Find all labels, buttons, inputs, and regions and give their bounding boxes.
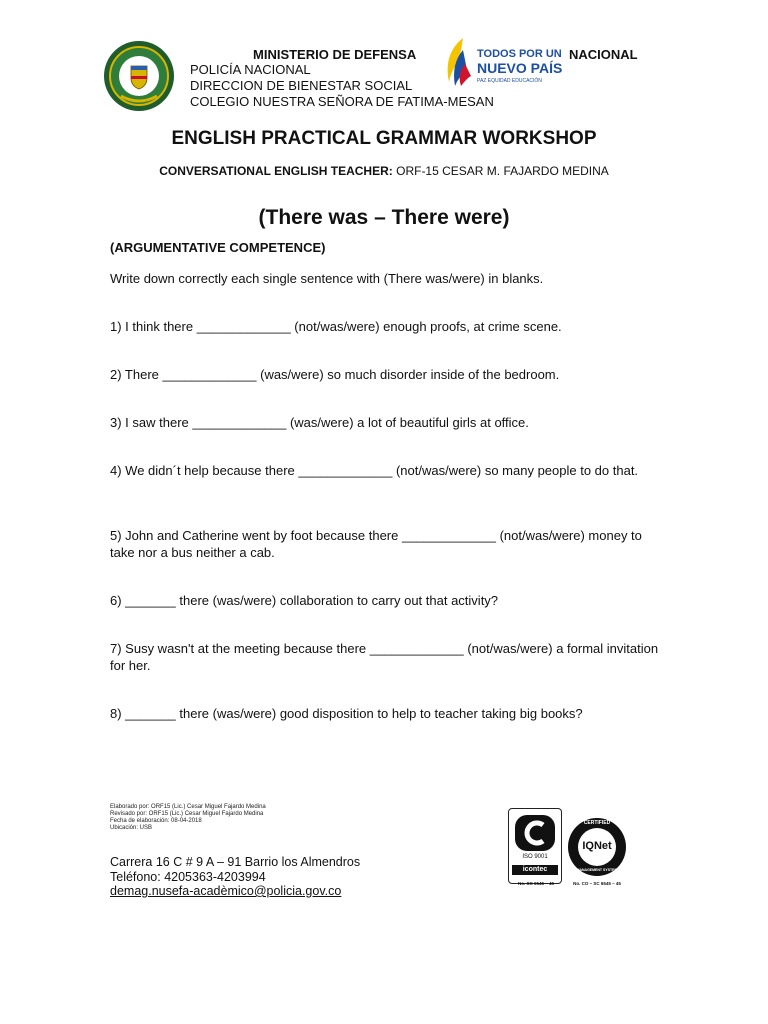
nacional-label: NACIONAL xyxy=(569,47,638,62)
header-line-1: POLICÍA NACIONAL xyxy=(190,62,311,77)
competence-label: (ARGUMENTATIVE COMPETENCE) xyxy=(110,240,326,255)
instructions: Write down correctly each single sentence with (There was/were) in blanks. xyxy=(110,271,544,286)
teacher-label: CONVERSATIONAL ENGLISH TEACHER: xyxy=(159,164,393,178)
iqnet-top-text: CERTIFIED xyxy=(583,820,611,826)
address-phone: Teléfono: 4205363-4203994 xyxy=(110,870,266,884)
question-5: 5) John and Catherine went by foot because there _____________ (not/was/were) money to take nor a bus neither a cab. xyxy=(110,528,642,560)
teacher-name: ORF-15 CESAR M. FAJARDO MEDINA xyxy=(396,164,609,178)
icontec-logo xyxy=(508,808,562,884)
icontec-number: No. SC 6545 – 45 xyxy=(517,881,555,886)
nuevo-pais-logo xyxy=(441,34,563,90)
header-line-3: COLEGIO NUESTRA SEÑORA DE FATIMA-MESAN xyxy=(190,94,494,109)
iso-label: ISO 9001 xyxy=(522,854,548,860)
meta-fecha: Fecha de elaboración: 08-04-2018 xyxy=(110,818,202,824)
question-8: 8) _______ there (was/were) good disposition to help to teacher taking big books? xyxy=(110,706,583,721)
section-heading: (There was – There were) xyxy=(258,206,510,229)
logo-line-1: TODOS POR UN xyxy=(477,48,562,60)
ministry-label: MINISTERIO DE DEFENSA xyxy=(253,47,417,62)
question-6: 6) _______ there (was/were) collaboration to carry out that activity? xyxy=(110,593,499,608)
iqnet-logo xyxy=(566,816,628,878)
iqnet-number: No. CO – SC 6545 – 45 xyxy=(573,881,621,886)
police-seal-logo xyxy=(103,40,175,112)
teacher-line xyxy=(0,164,768,178)
icontec-brand: icontec xyxy=(512,865,558,875)
question-1: 1) I think there _____________ (not/was/were) enough proofs, at crime scene. xyxy=(110,319,562,334)
icontec-mark-icon xyxy=(515,815,555,851)
question-2: 2) There _____________ (was/were) so much disorder inside of the bedroom. xyxy=(110,367,560,382)
iqnet-brand: IQNet xyxy=(582,840,612,852)
header-line-2: DIRECCION DE BIENESTAR SOCIAL xyxy=(190,78,413,93)
meta-ubicacion: Ubicación: USB xyxy=(110,825,153,831)
logo-line-2: NUEVO PAÍS xyxy=(477,60,563,76)
logo-line-3: PAZ EQUIDAD EDUCACIÓN xyxy=(477,78,542,84)
address-street: Carrera 16 C # 9 A – 91 Barrio los Almendros xyxy=(110,855,361,869)
meta-revisado: Revisado por: ORF15 (Lic.) Cesar Miguel Fajardo Medina xyxy=(110,811,264,817)
iqnet-bottom-text: MANAGEMENT SYSTEM xyxy=(576,868,618,872)
page-title: ENGLISH PRACTICAL GRAMMAR WORKSHOP xyxy=(171,128,597,149)
question-7: 7) Susy wasn't at the meeting because there _____________ (not/was/were) a formal invitation for her. xyxy=(110,641,659,673)
question-3: 3) I saw there _____________ (was/were) a lot of beautiful girls at office. xyxy=(110,415,529,430)
meta-elaborado: Elaborado por: ORF15 (Lic.) Cesar Miguel Fajardo Medina xyxy=(110,804,266,810)
question-4: 4) We didn´t help because there _____________ (not/was/were) so many people to do that. xyxy=(110,463,639,478)
address-email[interactable]: demag.nusefa-acadèmico@policia.gov.co xyxy=(110,884,342,898)
